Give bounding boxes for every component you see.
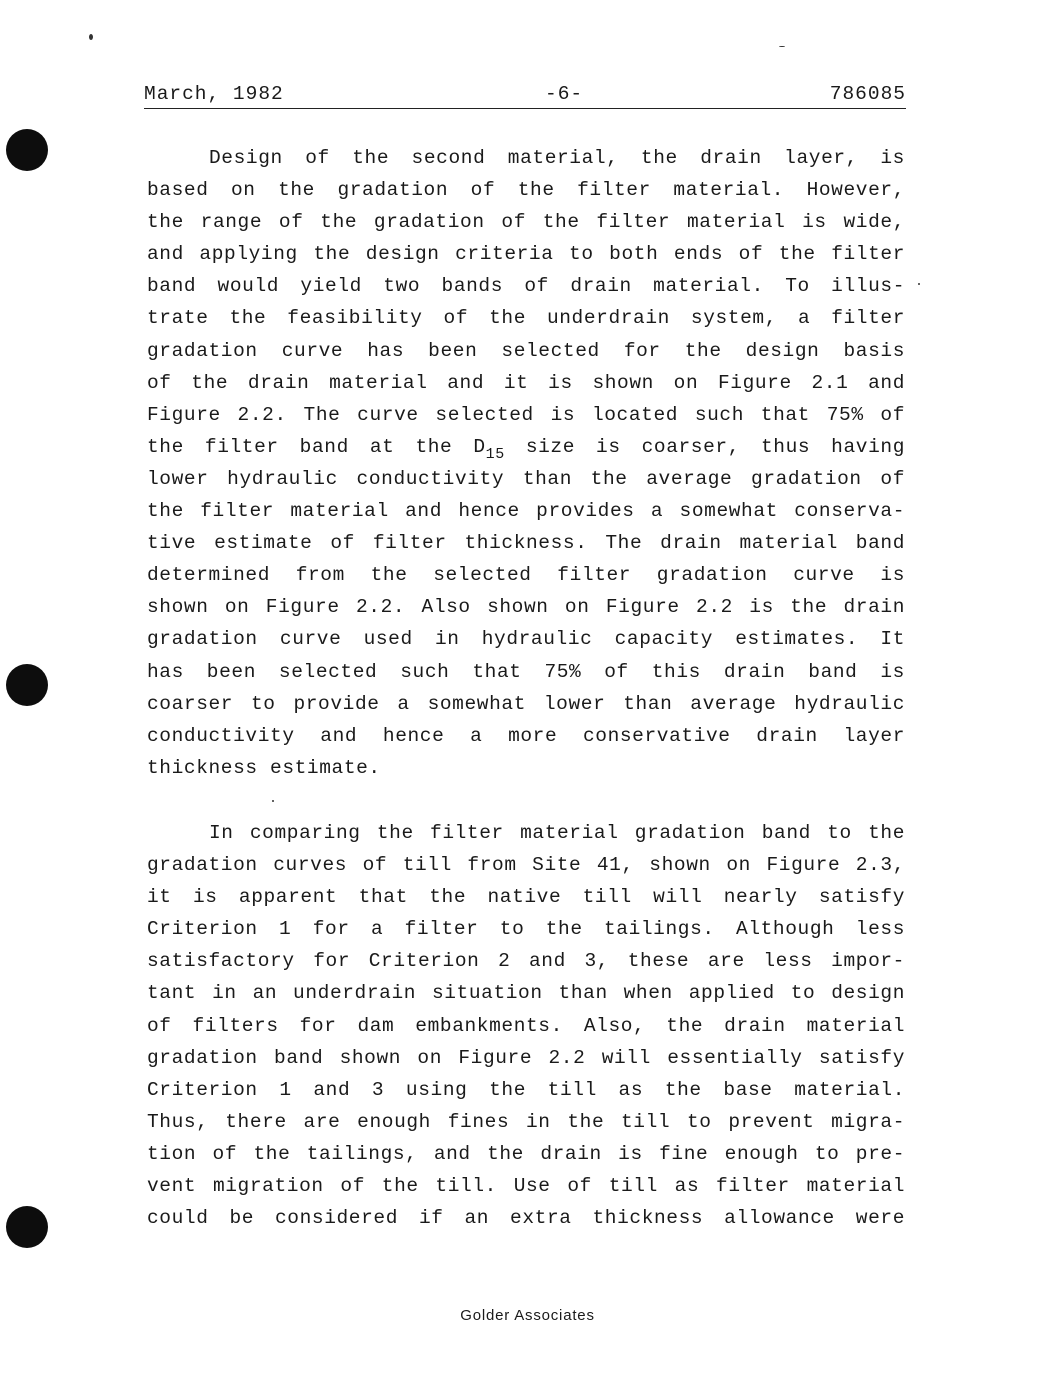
text-line: Thus, there are enough fines in the till to prevent migra- bbox=[147, 1110, 905, 1133]
text-line: could be considered if an extra thickness allowance were bbox=[147, 1207, 905, 1230]
text-line: Figure 2.2. The curve selected is located such that 75% of bbox=[147, 403, 905, 426]
paragraph-till-comparison bbox=[147, 817, 905, 1234]
scan-speck bbox=[272, 800, 274, 802]
text-line: of the drain material and it is shown on Figure 2.1 and bbox=[147, 371, 905, 394]
text-line: trate the feasibility of the underdrain system, a filter bbox=[147, 307, 905, 330]
text-fragment: size is coarser, thus having bbox=[504, 435, 905, 458]
header-date: March, 1982 bbox=[144, 83, 284, 105]
header-document-number: 786085 bbox=[829, 83, 906, 105]
text-line: vent migration of the till. Use of till as filter material bbox=[147, 1175, 905, 1198]
text-line: determined from the selected filter gradation curve is bbox=[147, 564, 905, 587]
text-line: Criterion 1 for a filter to the tailings. Although less bbox=[147, 918, 905, 941]
text-line: and applying the design criteria to both ends of the filter bbox=[147, 243, 905, 266]
paragraph-drain-design bbox=[147, 142, 905, 784]
binder-hole bbox=[6, 129, 48, 171]
text-line: satisfactory for Criterion 2 and 3, these are less impor- bbox=[147, 950, 905, 973]
page-footer: Golder Associates bbox=[460, 1307, 595, 1324]
text-line: coarser to provide a somewhat lower than average hydraulic bbox=[147, 692, 905, 715]
text-line-d15 bbox=[147, 431, 905, 463]
subscript-15: 15 bbox=[485, 445, 505, 463]
text-line: tion of the tailings, and the drain is fine enough to pre- bbox=[147, 1142, 905, 1165]
text-line: of filters for dam embankments. Also, the drain material bbox=[147, 1014, 905, 1037]
header-page-number: -6- bbox=[545, 83, 584, 105]
text-line: shown on Figure 2.2. Also shown on Figure 2.2 is the drain bbox=[147, 596, 905, 619]
text-line: gradation curves of till from Site 41, shown on Figure 2.3, bbox=[147, 854, 905, 877]
text-line: gradation curve has been selected for the design basis bbox=[147, 339, 905, 362]
text-line: In comparing the filter material gradation band to the bbox=[209, 822, 905, 844]
text-line: gradation band shown on Figure 2.2 will essentially satisfy bbox=[147, 1046, 905, 1069]
scan-speck bbox=[918, 283, 920, 285]
text-line: tive estimate of filter thickness. The drain material band bbox=[147, 532, 905, 555]
text-line: lower hydraulic conductivity than the average gradation of bbox=[147, 467, 905, 490]
binder-hole bbox=[6, 1206, 48, 1248]
text-line: tant in an underdrain situation than when applied to design bbox=[147, 982, 905, 1005]
text-line: conductivity and hence a more conservative drain layer bbox=[147, 724, 905, 747]
text-line: the filter material and hence provides a somewhat conserva- bbox=[147, 500, 905, 523]
text-line: thickness estimate. bbox=[147, 756, 381, 779]
binder-hole bbox=[6, 664, 48, 706]
text-line: gradation curve used in hydraulic capacity estimates. It bbox=[147, 628, 905, 651]
text-line: has been selected such that 75% of this drain band is bbox=[147, 660, 905, 683]
text-line: based on the gradation of the filter material. However, bbox=[147, 179, 905, 202]
text-line: band would yield two bands of drain material. To illus- bbox=[147, 275, 905, 298]
text-line: it is apparent that the native till will nearly satisfy bbox=[147, 886, 905, 909]
text-line: Criterion 1 and 3 using the till as the base material. bbox=[147, 1078, 905, 1101]
text-line: the range of the gradation of the filter material is wide, bbox=[147, 211, 905, 234]
scan-speck bbox=[779, 46, 785, 47]
text-fragment: the filter band at the D bbox=[147, 435, 486, 458]
text-line: Design of the second material, the drain layer, is bbox=[209, 147, 905, 169]
scan-speck bbox=[89, 34, 93, 40]
page-header bbox=[144, 82, 906, 109]
